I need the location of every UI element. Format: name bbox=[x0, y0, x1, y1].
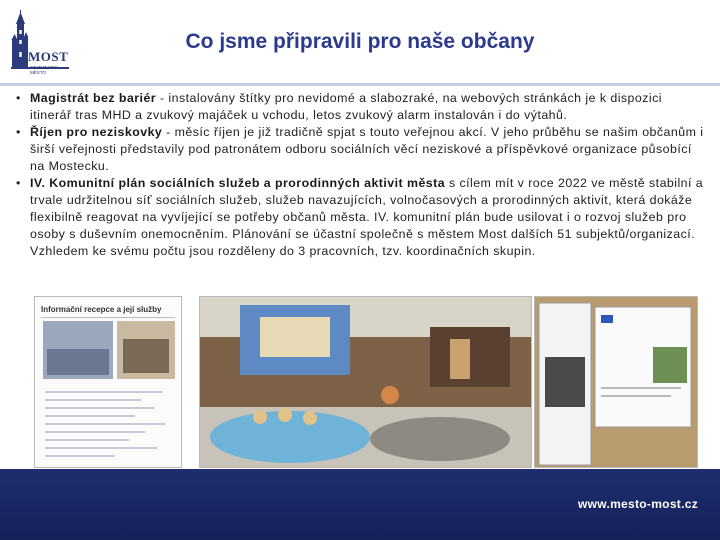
community-plan-image bbox=[535, 297, 698, 468]
list-item bbox=[12, 90, 704, 124]
page-title: Co jsme připravili pro naše občany bbox=[185, 30, 535, 53]
community-plan-photo bbox=[534, 296, 698, 468]
bullet-icon: • bbox=[16, 125, 21, 139]
city-logo bbox=[8, 10, 72, 76]
logo-subtitle: STATUTÁRNÍ MĚSTO bbox=[30, 65, 58, 75]
reception-services-photo bbox=[34, 296, 182, 468]
bullet-icon: • bbox=[16, 91, 21, 105]
reception-photo-image bbox=[35, 297, 182, 468]
bullet-icon: • bbox=[16, 176, 21, 190]
slide-body bbox=[12, 90, 704, 260]
footer-bar bbox=[0, 469, 720, 540]
bullet-heading: IV. Komunitní plán sociálních služeb a prorodinných aktivit města bbox=[30, 176, 446, 190]
header-divider bbox=[0, 83, 720, 86]
list-item bbox=[12, 175, 704, 260]
ngo-event-image bbox=[200, 297, 532, 468]
photo-caption: Informační recepce a její služby bbox=[41, 305, 162, 314]
ngo-event-photo bbox=[199, 296, 532, 468]
footer-website-link[interactable]: www.mesto-most.cz bbox=[577, 497, 698, 511]
bullet-text: s cílem mít v roce 2022 ve městě stabilní a trvale udržitelnou síť sociálních služeb, služeb navazujících, volnočasových a prorodinných aktivit, která dokáže flexibilně reagovat na vyvíjející se potřeby občanů města. IV. komunitní plán bude usilovat i o rozvoj služeb pro osoby s duševním onemocněním. Plánování se účastní společně s městem Most dalších 51 subjektů/organizací. Vzhledem ke svému počtu jsou rozděleny do 3 pracovních, tzv. koordinačních skupin. bbox=[30, 176, 704, 258]
bullet-text: - měsíc říjen je již tradičně spjat s touto veřejnou akcí. V jeho průběhu se našim občanům i širší veřejnosti představily pod patronátem odboru sociálních věcí neziskové a příspěvkové organizace působící na Mostecku. bbox=[30, 125, 704, 173]
list-item bbox=[12, 124, 704, 175]
bullet-heading: Říjen pro neziskovky bbox=[30, 125, 163, 139]
slide-header bbox=[0, 0, 720, 86]
bullet-list bbox=[12, 90, 704, 260]
bullet-text: - instalovány štítky pro nevidomé a slabozraké, na webových stránkách je k dispozici itinerář tras MHD a zvukový majáček u vchodu, letos zvukový alarm instalován i do výtahů. bbox=[30, 91, 662, 122]
bullet-heading: Magistrát bez bariér bbox=[30, 91, 157, 105]
logo-wordmark: MOST bbox=[28, 49, 69, 64]
